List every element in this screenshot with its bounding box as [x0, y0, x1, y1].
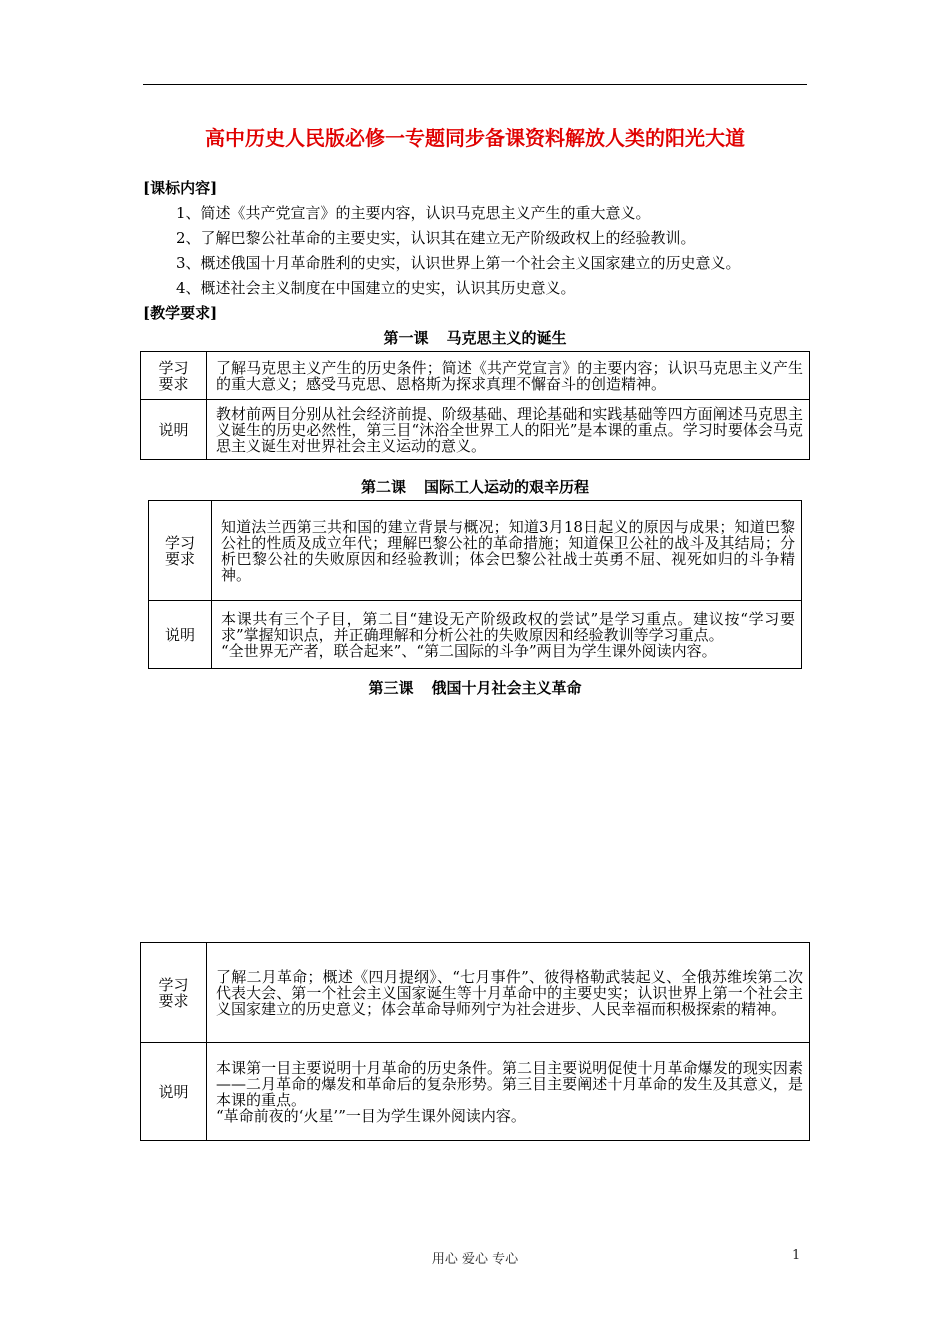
note-label: 说明 [141, 1043, 207, 1141]
lesson-3-name: 俄国十月社会主义革命 [431, 679, 582, 697]
requirement-label-cell [141, 943, 207, 1043]
lesson-2-name: 国际工人运动的艰辛历程 [424, 478, 590, 496]
lesson-1-number: 第一课 [383, 329, 429, 347]
standards-heading: [课标内容] [143, 179, 218, 197]
note-text: 本课共有三个子目，第二目“建设无产阶级政权的尝试”是学习重点。建议按“学习要求”掌握知识点，并正确理解和分析公社的失败原因和经验教训等学习重点。 [221, 609, 795, 644]
requirement-label: 学习要求 [164, 533, 195, 568]
standard-item-3: 3、概述俄国十月革命胜利的史实，认识世界上第一个社会主义国家建立的历史意义。 [176, 254, 741, 272]
footer-slogan: 用心 爱心 专心 [431, 1252, 519, 1267]
requirement-text: 知道法兰西第三共和国的建立背景与概况；知道3月18日起义的原因与成果；知道巴黎公社的性质及成立年代；理解巴黎公社的革命措施；知道保卫公社的战斗及其结局；分析巴黎公社的失败原因和经验教训；体会巴黎公社战士英勇不屈、视死如归的斗争精神。 [212, 501, 802, 601]
lesson-3-number: 第三课 [368, 679, 414, 697]
lesson-1-note-row [141, 400, 810, 460]
lesson-3-note-row [141, 1043, 810, 1141]
note-text-2: “革命前夜的‘火星’”一目为学生课外阅读内容。 [216, 1106, 526, 1125]
requirement-text: 了解二月革命；概述《四月提纲》、“七月事件”、彼得格勒武装起义、全俄苏维埃第二次代表大会、第一个社会主义国家诞生等十月革命中的主要史实；认识世界上第一个社会主义国家建立的历史意义；体会革命导师列宁为社会进步、人民幸福而积极探索的精神。 [207, 943, 810, 1043]
standard-item-4: 4、概述社会主义制度在中国建立的史实，认识其历史意义。 [176, 279, 576, 297]
note-text: 教材前两目分别从社会经济前提、阶级基础、理论基础和实践基础等四方面阐述马克思主义诞生的历史必然性，第三目“沐浴全世界工人的阳光”是本课的重点。学习时要体会马克思主义诞生对世界社会主义运动的意义。 [207, 400, 810, 460]
note-text-2: “全世界无产者，联合起来”、“第二国际的斗争”两目为学生课外阅读内容。 [221, 641, 717, 660]
note-text: 本课第一目主要说明十月革命的历史条件。第二目主要说明促使十月革命爆发的现实因素——二月革命的爆发和革命后的复杂形势。第三目主要阐述十月革命的发生及其意义，是本课的重点。 [216, 1058, 803, 1109]
lesson-3-heading [100, 677, 850, 698]
requirement-label: 学习要求 [158, 358, 189, 393]
requirement-label: 学习要求 [158, 975, 189, 1010]
note-label: 说明 [149, 601, 212, 669]
document-title: 高中历史人民版必修一专题同步备课资料解放人类的阳光大道 [205, 126, 745, 150]
lesson-1-requirement-row [141, 352, 810, 400]
lesson-2-heading [100, 476, 850, 497]
lesson-3-table [140, 942, 810, 1141]
lesson-2-table [148, 500, 802, 669]
lesson-2-number: 第二课 [360, 478, 406, 496]
page-number: 1 [792, 1248, 801, 1263]
standard-item-1: 1、简述《共产党宣言》的主要内容，认识马克思主义产生的重大意义。 [176, 204, 651, 222]
requirement-text: 了解马克思主义产生的历史条件；简述《共产党宣言》的主要内容；认识马克思主义产生的重大意义；感受马克思、恩格斯为探求真理不懈奋斗的创造精神。 [207, 352, 810, 400]
header-rule [143, 84, 807, 85]
requirement-label-cell [141, 352, 207, 400]
requirement-label-cell [149, 501, 212, 601]
note-cell [207, 1043, 810, 1141]
lesson-3-requirement-row [141, 943, 810, 1043]
teaching-heading: [教学要求] [143, 304, 218, 322]
lesson-1-name: 马克思主义的诞生 [446, 329, 567, 347]
lesson-2-requirement-row [149, 501, 802, 601]
lesson-2-note-row [149, 601, 802, 669]
lesson-1-heading [100, 327, 850, 348]
note-label: 说明 [141, 400, 207, 460]
lesson-1-table [140, 351, 810, 460]
note-cell [212, 601, 802, 669]
standard-item-2: 2、了解巴黎公社革命的主要史实，认识其在建立无产阶级政权上的经验教训。 [176, 229, 696, 247]
